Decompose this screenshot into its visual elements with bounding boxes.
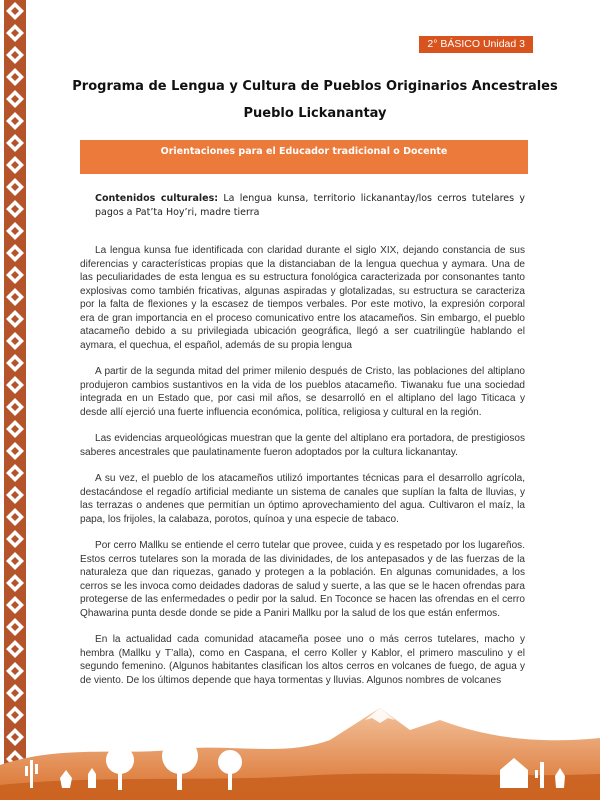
footer-landscape-illustration — [0, 690, 600, 800]
body-text — [80, 244, 525, 700]
paragraph: A partir de la segunda mitad del primer milenio después de Cristo, las poblaciones del altiplano produjeron cambios sustantivos en la vida de los pueblos atacameño. Tiwanaku fue una sociedad integrada en un Estado que, por casi mil años, se desarrolló en el altiplano del lago Titicaca y desde allí ejerció una fuerte influencia económica, política, religiosa y cultural en la región. — [80, 366, 525, 418]
cultural-contents — [95, 192, 525, 220]
program-title: Programa de Lengua y Cultura de Pueblos Originarios Ancestrales — [72, 79, 558, 94]
section-banner: Orientaciones para el Educador tradicional o Docente — [80, 140, 528, 174]
people-title: Pueblo Lickanantay — [243, 106, 387, 121]
grade-unit-badge: 2° BÁSICO Unidad 3 — [419, 36, 533, 53]
decorative-border-pattern — [0, 0, 30, 800]
paragraph: La lengua kunsa fue identificada con claridad durante el siglo XIX, dejando constancia de sus diferencias y características propias que la distanciaban de la lengua quechua y aymara. Una de las peculiaridades de esta lengua es su estructura fonológica caracterizada por consonantes tanto explosivas como también fricativas, algunas aspiradas y glotalizadas, su estructura se caracteriza por la falta de flexiones y la escasez de tiempos verbales. Por este motivo, la expresión corporal era de gran importancia en el proceso comunicativo entre los atacameños. Sin embargo, el pueblo atacameño debido a su privilegiada ubicación geográfica, llegó a ser cuatrilingüe hablando el aymara, el quechua, el español, además de su propia lengua — [80, 245, 525, 351]
paragraph: Por cerro Mallku se entiende el cerro tutelar que provee, cuida y es respetado por los lugareños. Estos cerros tutelares son la morada de las divinidades, de los antepasados y de las fuerzas de la naturaleza que dan riquezas, ganado y protegen a la población. En algunas comunidades, a los cerros se les invoca como deidades dadoras de salud y suerte, a las que se le hacen ofrendas para protegerse de las enfermedades o pedir por la salud. En Toconce se hacen las ofrendas en el cerro Qhawarina punta desde donde se pide a Paniri Mallku por la salud de los que están enfermos. — [80, 540, 525, 619]
cultural-contents-label: Contenidos culturales: — [95, 193, 219, 204]
paragraph: En la actualidad cada comunidad atacameña posee uno o más cerros tutelares, macho y hembra (Mallku y T’alla), como en Caspana, el cerro Koller y Kablor, el primero masculino y el segundo femenino. (Algunos habitantes clasifican los altos cerros en volcanes de fuego, de agua y de viento. De los últimos depende que haya tormentas y lluvias. Algunos nombres de volcanes — [80, 634, 525, 686]
paragraph: Las evidencias arqueológicas muestran que la gente del altiplano era portadora, de prestigiosos saberes ancestrales que paulatinamente fueron adoptados por la cultura lickanantay. — [80, 433, 525, 458]
paragraph: A su vez, el pueblo de los atacameños utilizó importantes técnicas para el desarrollo agrícola, destacándose el regadío artificial mediante un sistema de canales que suplían la falta de lluvias, y las terrazas o andenes que permitían un óptimo aprovechamiento del agua. Cultivaron el maíz, la papa, los frijoles, la calabaza, porotos, quínoa y una especie de tabaco. — [80, 473, 525, 525]
cultural-contents-text: La lengua kunsa, territorio lickanantay/los cerros tutelares y pagos a Pat’ta Hoy’ri, madre tierra — [95, 193, 525, 218]
